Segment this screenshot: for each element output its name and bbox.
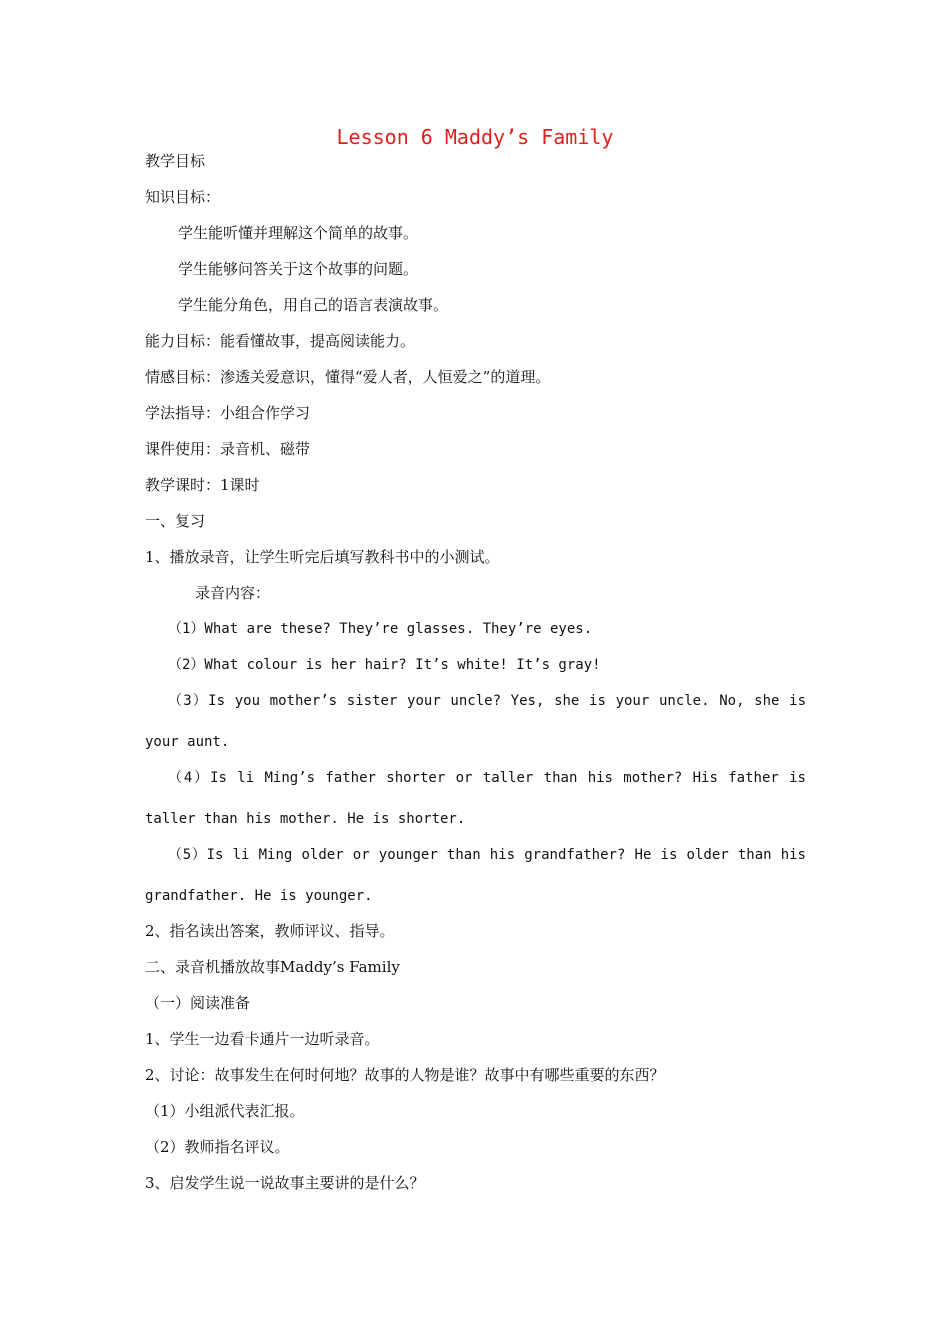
prep-step-1: 1、学生一边看卡通片一边听录音。: [145, 1030, 380, 1048]
review-step-2: 2、指名读出答案，教师评议、指导。: [145, 922, 395, 940]
section-heading-story: 二、录音机播放故事Maddy’s Family: [145, 958, 400, 976]
recording-question-continued: taller than his mother. He is shorter.: [145, 811, 466, 827]
study-method: 学法指导：小组合作学习: [145, 404, 311, 422]
goal-item: 学生能够问答关于这个故事的问题。: [178, 260, 419, 278]
recording-question: （5）Is li Ming older or younger than his grandfather? He is older than his: [168, 847, 806, 863]
class-hours: 教学课时：1课时: [145, 476, 260, 494]
prep-step-3: 3、启发学生说一说故事主要讲的是什么？: [145, 1174, 425, 1192]
ability-goal: 能力目标：能看懂故事，提高阅读能力。: [145, 332, 416, 350]
subheading-knowledge-goals: 知识目标：: [145, 188, 221, 206]
recording-question: （2）What colour is her hair? It’s white! It’s gray!: [168, 657, 601, 673]
prep-substep: （2）教师指名评议。: [145, 1138, 290, 1156]
recording-content-label: 录音内容：: [195, 584, 271, 602]
recording-question: （1）What are these? They’re glasses. They’re eyes.: [168, 621, 593, 637]
recording-question-continued: your aunt.: [145, 734, 230, 750]
prep-step-2: 2、讨论：故事发生在何时何地？故事的人物是谁？故事中有哪些重要的东西？: [145, 1066, 665, 1084]
emotion-goal: 情感目标：渗透关爱意识，懂得“爱人者，人恒爱之”的道理。: [145, 368, 551, 386]
prep-substep: （1）小组派代表汇报。: [145, 1102, 305, 1120]
subsection-reading-prep: （一）阅读准备: [145, 994, 251, 1012]
recording-question: （4）Is li Ming’s father shorter or taller than his mother? His father is: [168, 770, 806, 786]
goal-item: 学生能听懂并理解这个简单的故事。: [178, 224, 419, 242]
materials: 课件使用：录音机、磁带: [145, 440, 311, 458]
goal-item: 学生能分角色，用自己的语言表演故事。: [178, 296, 449, 314]
recording-question-continued: grandfather. He is younger.: [145, 888, 373, 904]
section-heading-teaching-goals: 教学目标: [145, 152, 206, 170]
section-heading-review: 一、复习: [145, 512, 206, 530]
review-step-1: 1、播放录音，让学生听完后填写教科书中的小测试。: [145, 548, 500, 566]
document-title: Lesson 6 Maddy’s Family: [336, 125, 614, 149]
recording-question: （3）Is you mother’s sister your uncle? Yes, she is your uncle. No, she is: [168, 693, 806, 709]
